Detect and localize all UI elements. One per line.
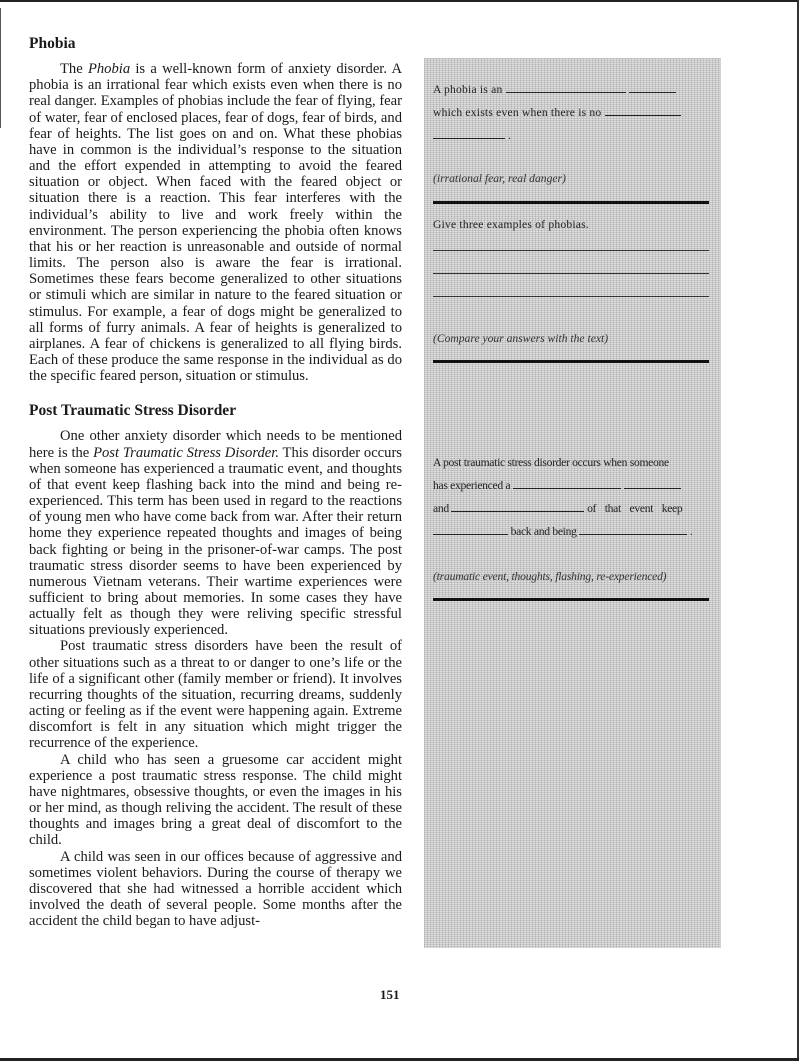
- paragraph: [29, 428, 402, 638]
- prompt-text: .: [689, 525, 693, 538]
- emphasis-term: Post Traumatic Stress Disorder.: [93, 444, 279, 461]
- review-sidebar: [424, 58, 721, 948]
- answer-blank[interactable]: [605, 104, 681, 116]
- text-run: is a well-known form of anxiety disorder. A phobia is an irrational fear which exists even when there is no real danger. Examples of phobias include the fear of flying, fear of water, fear of enclosed places, fear of dogs, fear of birds, and fear of heights. The list goes on and on. What these phobias have in common is the individual’s response to the situation and the effort expended in attempting to avoid the feared situation or object. When faced with the feared object or situation there is a reaction. This fear interferes with the individual’s ability to live and work freely within the environment. The person experiencing the phobia often knows that his or her reaction is unreasonable and outside of normal limits. The person also is aware the fear is irrational. Sometimes these fears become generalized to other situations or stimuli which are similar in nature to the feared situation or stimulus. For example, a fear of dogs might be generalized to all forms of furry animals. A fear of heights is generalized to airplanes. A fear of chickens is generalized to all flying birds. Each of these produce the same response in the individual as do the specific feared person, situation or stimulus.: [29, 61, 402, 385]
- answer-blank[interactable]: [451, 500, 584, 512]
- section-divider: [433, 360, 709, 363]
- text-run: This disorder occurs when someone has experienced a traumatic event, and thoughts of that event keep flashing back into the mind and being re-experienced. This term has been used in regard to the reactions of young men who have come back from war. After their return home they experience repeated thoughts and images of being back fighting or being in the prisoner-of-war camps. The post traumatic stress disorder seems to have been experienced by numerous Vietnam veterans. Their wartime experiences were sufficient to bring about memories. In some cases they have actually felt as though they were reliving specific stressful situations previously experienced.: [29, 444, 402, 639]
- prompt-text: of that event keep: [587, 502, 683, 515]
- page-number: 151: [380, 987, 400, 1002]
- exercise-ptsd-definition: [433, 451, 709, 543]
- prompt-text: back and being: [510, 525, 577, 538]
- prompt-text: and: [433, 502, 449, 515]
- prompt-text: Give three examples of phobias.: [433, 218, 589, 231]
- text-run: The: [60, 61, 88, 78]
- main-text-column: [29, 36, 402, 929]
- paragraph: A child who has seen a gruesome car accident might experience a post traumatic stress response. The child might have nightmares, obsessive thoughts, or even the images in his or her mind, as though reliving the accident. The result of these thoughts and images bring a great deal of discomfort to the child.: [29, 751, 402, 849]
- prompt-text: .: [508, 129, 512, 142]
- exercise-phobia-examples: [433, 213, 709, 236]
- paragraph: A child was seen in our offices because of aggressive and sometimes violent behaviors. During the course of therapy we discovered that she had witnessed a horrible accident which involved the death of several people. Some months after the accident the child began to have adjust-: [29, 848, 402, 930]
- exercise-phobia-definition: [433, 78, 709, 147]
- section-divider: [433, 201, 709, 204]
- answer-line[interactable]: [433, 273, 709, 274]
- answer-blank[interactable]: [506, 81, 626, 93]
- answer-key: (Compare your answers with the text): [433, 332, 609, 345]
- paragraph: Post traumatic stress disorders have been the result of other situations such as a threat to or danger to one’s life or the life of a significant other (family member or friend). It involves recurring thoughts of the situation, recurring dreams, suddenly acting or feeling as if the event were happening again. Extreme discomfort is felt in any situation which might trigger the recurrence of the experience.: [29, 638, 402, 752]
- answer-blank[interactable]: [513, 477, 621, 489]
- prompt-text: A post traumatic stress disorder occurs when someone: [433, 456, 669, 469]
- section-heading-ptsd: Post Traumatic Stress Disorder: [29, 402, 237, 420]
- answer-line[interactable]: [433, 296, 709, 297]
- paragraph: [29, 61, 402, 384]
- scan-border-left: [0, 8, 1, 128]
- text-run: One other anxiety disorder which needs to be mentioned here is the: [29, 428, 402, 461]
- answer-line[interactable]: [433, 250, 709, 251]
- section-divider: [433, 598, 709, 601]
- answer-key: (traumatic event, thoughts, flashing, re-experienced): [433, 570, 667, 583]
- emphasis-term: Phobia: [87, 61, 131, 78]
- answer-blank[interactable]: [629, 81, 676, 93]
- scan-border-top: [0, 0, 799, 2]
- answer-blank[interactable]: [433, 127, 505, 139]
- answer-blank[interactable]: [433, 523, 508, 535]
- prompt-text: has experienced a: [433, 479, 511, 492]
- prompt-text: which exists even when there is no: [433, 106, 602, 119]
- answer-key: (irrational fear, real danger): [433, 172, 566, 185]
- prompt-text: A phobia is an: [433, 83, 503, 96]
- section-heading-phobia: Phobia: [29, 35, 76, 52]
- answer-blank[interactable]: [624, 477, 681, 489]
- answer-blank[interactable]: [579, 523, 687, 535]
